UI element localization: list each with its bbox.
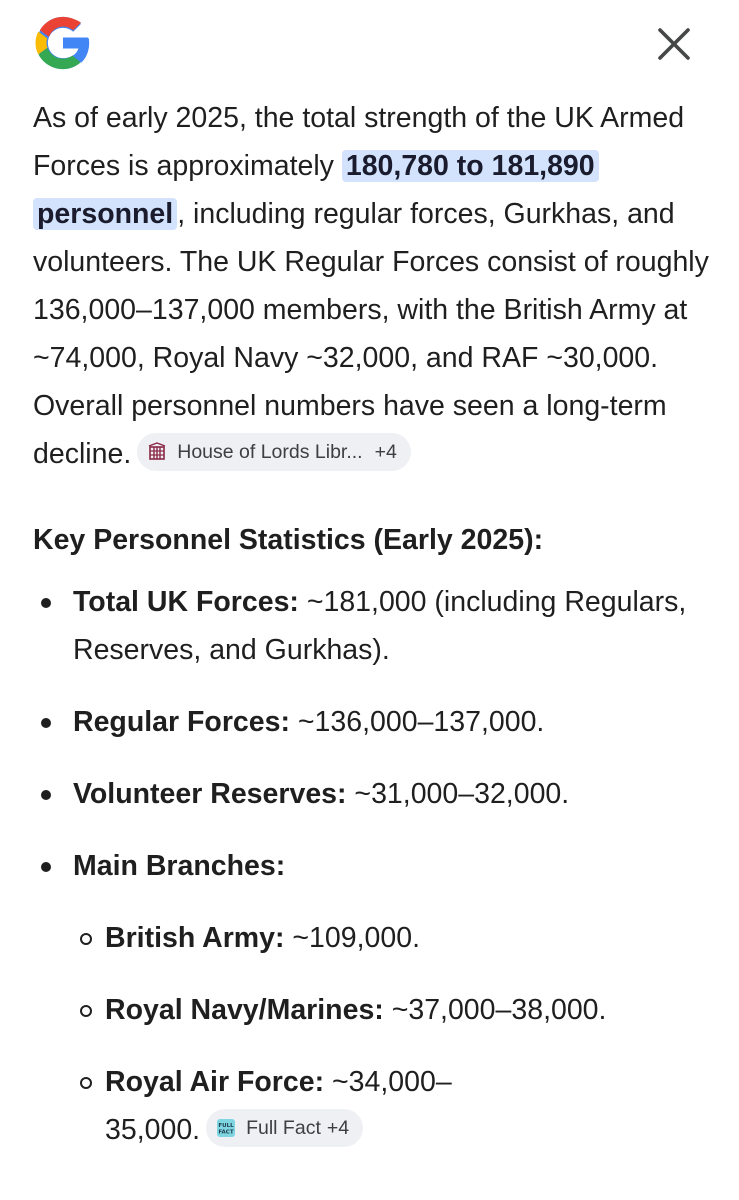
list-item — [33, 842, 723, 1154]
portcullis-icon — [147, 442, 167, 462]
top-bar — [0, 0, 739, 92]
full-fact-icon — [216, 1118, 236, 1138]
full-fact-icon-text-1: FULL — [218, 1123, 234, 1130]
source-chip-count: +4 — [326, 1117, 350, 1140]
stat-label: Main Branches: — [73, 850, 286, 882]
summary-text-before: As of early 2025, the total strength of the UK Armed Forces is approximately — [33, 102, 685, 182]
branch-label: British Army: — [105, 922, 285, 954]
source-chip-house-of-lords[interactable] — [137, 433, 411, 471]
summary-text-after: , including regular forces, Gurkhas, and volunteers. The UK Regular Forces consist of roughly 136,000–137,000 members, with the British Army at ~74,000, Royal Navy ~32,000, and RAF ~30,000. Overall personnel numbers have seen a long-term decline. — [33, 198, 709, 470]
branch-value: ~34,000–35,000. — [105, 1066, 452, 1146]
source-chip-label: House of Lords Libr... — [177, 441, 363, 464]
source-chip-full-fact[interactable] — [206, 1109, 363, 1147]
stats-heading: Key Personnel Statistics (Early 2025): — [33, 524, 544, 556]
stat-value: ~31,000–32,000. — [346, 778, 570, 810]
overview-content — [33, 94, 723, 1178]
list-item — [33, 578, 723, 674]
stat-label: Volunteer Reserves: — [73, 778, 347, 810]
source-chip-label: Full Fact — [246, 1117, 321, 1140]
close-button[interactable] — [652, 22, 696, 66]
summary-paragraph — [33, 94, 723, 478]
stat-value: ~181,000 (including Regulars, Reserves, and Gurkhas). — [73, 586, 687, 666]
list-item — [73, 986, 723, 1034]
google-g-logo[interactable] — [30, 10, 96, 76]
source-chip-count: +4 — [374, 441, 397, 464]
branch-value: ~37,000–38,000. — [383, 994, 607, 1026]
list-item — [33, 698, 723, 746]
stats-list — [33, 578, 723, 1154]
branch-label: Royal Air Force: — [105, 1066, 325, 1098]
branch-value: ~109,000. — [284, 922, 420, 954]
branches-list — [73, 914, 723, 1154]
list-item — [73, 1058, 525, 1154]
stat-label: Regular Forces: — [73, 706, 290, 738]
full-fact-icon-text-2: FACT — [218, 1129, 234, 1136]
list-item — [73, 914, 723, 962]
stat-value: ~136,000–137,000. — [289, 706, 545, 738]
highlighted-figure: 180,780 to 181,890 personnel — [33, 150, 599, 230]
branch-label: Royal Navy/Marines: — [105, 994, 384, 1026]
close-icon — [657, 27, 691, 61]
list-item — [33, 770, 723, 818]
stat-label: Total UK Forces: — [73, 586, 299, 618]
